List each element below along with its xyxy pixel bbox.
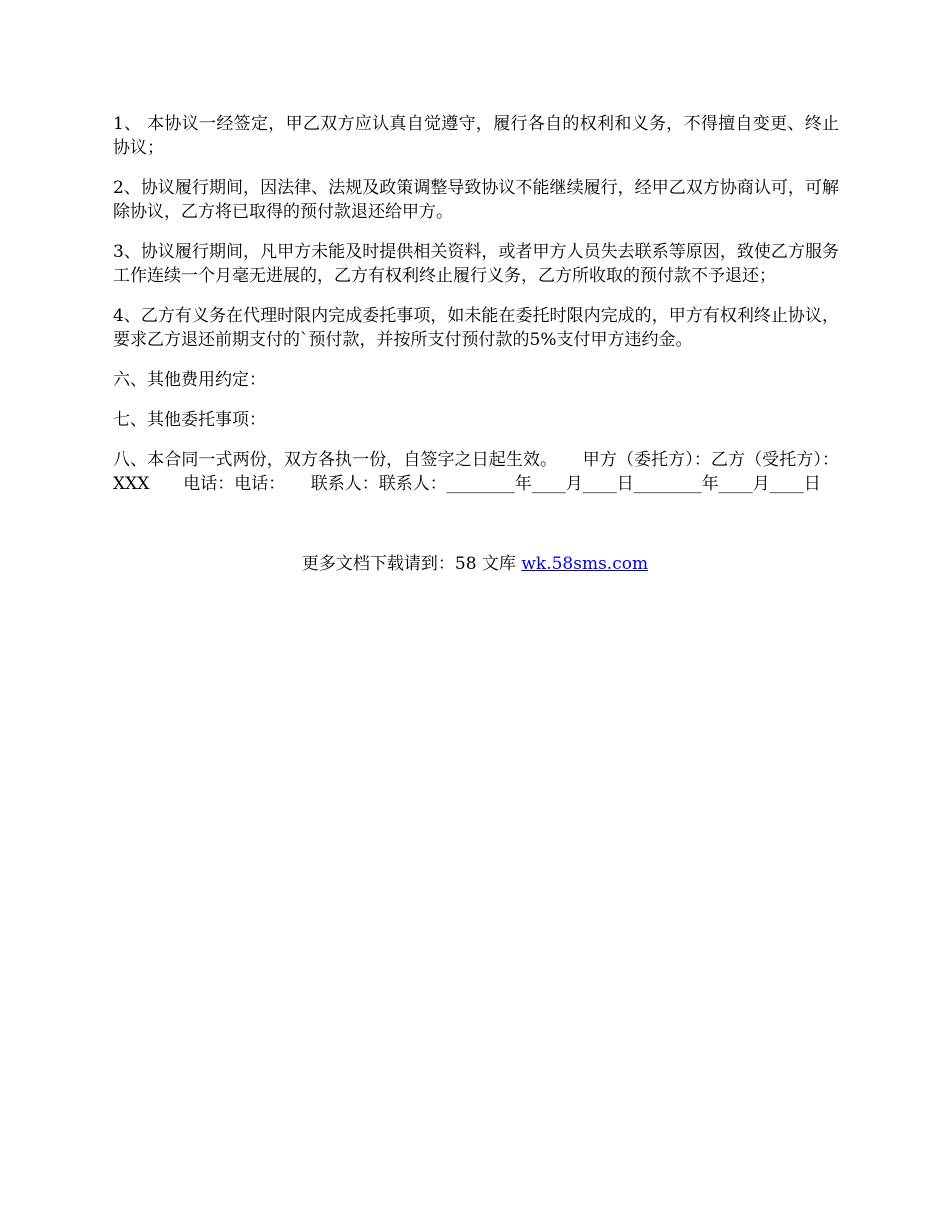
clause-2: 2、协议履行期间，因法律、法规及政策调整导致协议不能继续履行，经甲乙双方协商认可，可解除协议，乙方将已取得的预付款退还给甲方。 — [113, 178, 839, 222]
footer-link[interactable]: wk.58sms.com — [521, 554, 649, 574]
document-body — [113, 112, 839, 496]
download-footer — [0, 552, 950, 576]
section-other-fees: 六、其他费用约定： — [113, 370, 266, 390]
footer-prefix: 更多文档下载请到：58 文库 — [301, 554, 522, 574]
clause-3: 3、协议履行期间，凡甲方未能及时提供相关资料，或者甲方人员失去联系等原因，致使乙方服务工作连续一个月毫无进展的，乙方有权利终止履行义务，乙方所收取的预付款不予退还； — [113, 242, 839, 286]
section-other-matters: 七、其他委托事项： — [113, 410, 266, 430]
clause-4: 4、乙方有义务在代理时限内完成委托事项，如未能在委托时限内完成的，甲方有权利终止协议，要求乙方退还前期支付的`预付款，并按所支付预付款的5%支付甲方违约金。 — [113, 306, 839, 350]
signature-block: 八、本合同一式两份，双方各执一份，自签字之日起生效。 甲方（委托方）：乙方（受托方）：XXX 电话：电话： 联系人：联系人：________年____月____日________年____月____日 — [113, 450, 839, 494]
clause-1: 1、 本协议一经签定，甲乙双方应认真自觉遵守，履行各自的权利和义务，不得擅自变更、终止协议； — [113, 114, 839, 158]
